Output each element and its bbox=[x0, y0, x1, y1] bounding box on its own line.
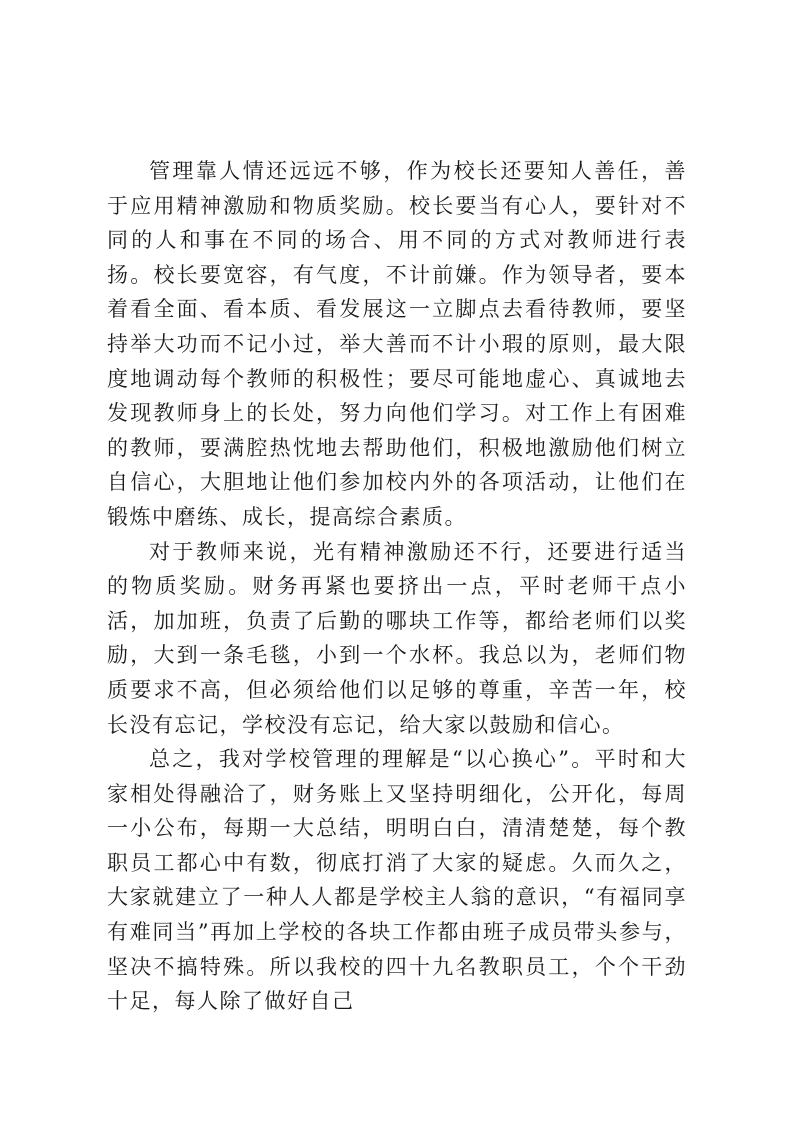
paragraph-3: 总之，我对学校管理的理解是“以心换心”。平时和大家相处得融洽了，财务账上又坚持明细化，公开化，每周一小公布，每期一大总结，明明白白，清清楚楚，每个教职员工都心中有数，彻底打消了大家的疑虑。久而久之，大家就建立了一种人人都是学校主人翁的意识，“有福同享有难同当”再加上学校的各块工作都由班子成员带头参与，坚决不搞特殊。所以我校的四十九名教职员工，个个干劲十足，每人除了做好自己 bbox=[107, 747, 687, 1014]
paragraph-1: 管理靠人情还远远不够，作为校长还要知人善任，善于应用精神激励和物质奖励。校长要当有心人，要针对不同的人和事在不同的场合、用不同的方式对教师进行表扬。校长要宽容，有气度，不计前嫌。作为领导者，要本着看全面、看本质、看发展这一立脚点去看待教师，要坚持举大功而不记小过，举大善而不计小瑕的原则，最大限度地调动每个教师的积极性；要尽可能地虚心、真诚地去发现教师身上的长处，努力向他们学习。对工作上有困难的教师，要满腔热忱地去帮助他们，积极地激励他们树立自信心，大胆地让他们参加校内外的各项活动，让他们在锻炼中磨练、成长，提高综合素质。 bbox=[107, 159, 687, 529]
body-text bbox=[107, 154, 687, 1019]
paragraph-2: 对于教师来说，光有精神激励还不行，还要进行适当的物质奖励。财务再紧也要挤出一点，平时老师干点小活，加加班，负责了后勤的哪块工作等，都给老师们以奖励，大到一条毛毯，小到一个水杯。我总以为，老师们物质要求不高，但必须给他们以足够的尊重，辛苦一年，校长没有忘记，学校没有忘记，给大家以鼓励和信心。 bbox=[107, 539, 687, 737]
